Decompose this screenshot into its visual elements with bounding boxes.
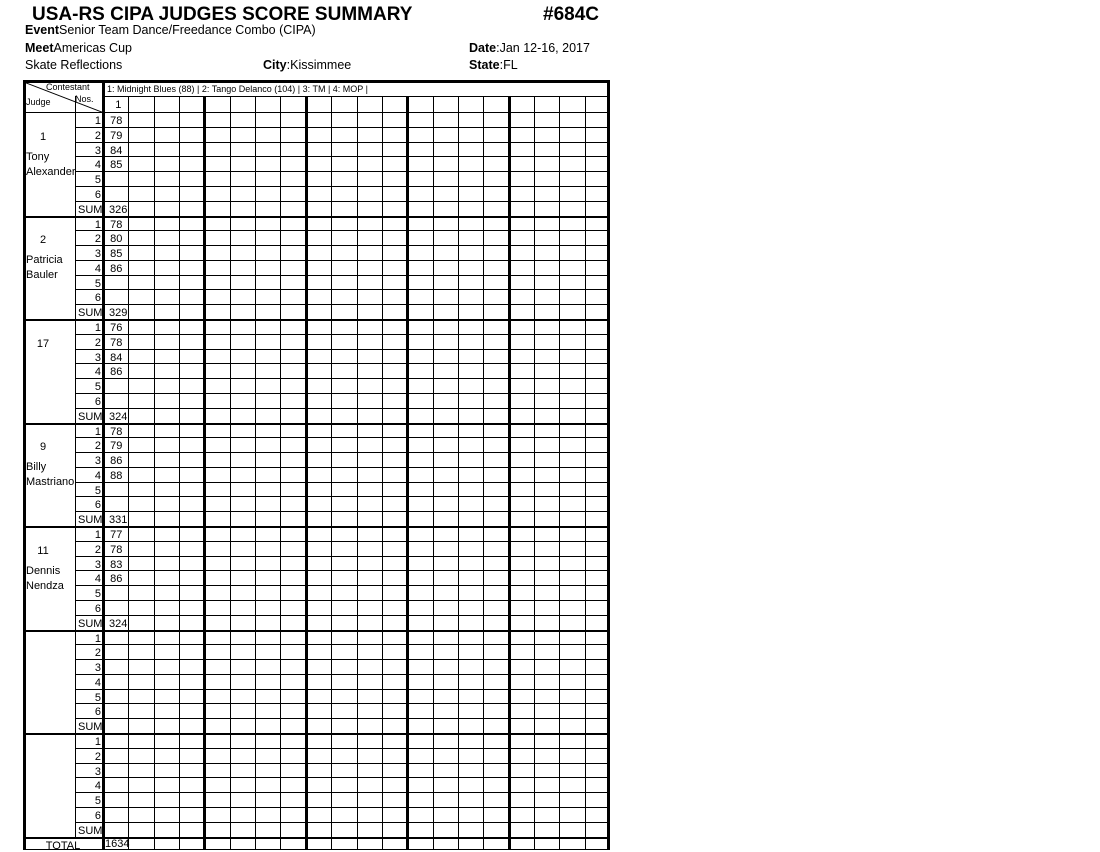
judge-name: Alexander [26,165,76,178]
judge-name: Dennis [26,564,61,577]
row-number-label: 2 [94,336,101,349]
grid-line [75,393,610,394]
column-line [483,96,484,850]
row-number-label: 1 [94,115,101,127]
grid-line [75,127,610,128]
sum-label: SUM [78,824,103,837]
city-value: Kissimmee [290,58,352,72]
score-cell: 77 [110,529,123,541]
grid-line [75,378,610,379]
column-line [179,96,180,850]
judge-sum: 324 [108,617,128,630]
grid-line [75,260,610,261]
row-number-label: 3 [94,558,101,571]
grid-line [75,496,610,497]
grid-line [75,171,610,172]
grid-line [75,763,610,764]
judge-block-divider [23,526,610,528]
grid-line [75,452,610,453]
grid-line [75,275,610,276]
score-cell: 78 [110,115,123,127]
judge-name: Billy [26,461,47,474]
judge-number: 1 [39,130,47,143]
score-cell: 88 [110,469,123,482]
grid-line [75,289,610,290]
club-name: Skate Reflections [25,58,123,72]
judge-block-divider [23,112,610,113]
grid-line [75,570,610,571]
document-number: #684C [543,4,599,25]
grid-line [75,703,610,704]
judge-sum: 329 [108,307,128,320]
score-cell: 79 [110,440,123,453]
row-number-label: 2 [94,750,101,763]
row-number-label: 3 [94,248,101,261]
row-number-label: 4 [94,469,101,482]
date-value: Jan 12-16, 2017 [499,41,590,55]
contestant-number: 1 [115,99,122,111]
score-cell: 79 [110,129,123,142]
column-line [406,96,409,850]
grid-line [75,186,610,187]
row-number-label: 1 [94,632,101,645]
grid-line [75,600,610,601]
grid-line [75,615,610,616]
judge-block-divider [23,423,610,425]
event-value: Senior Team Dance/Freedance Combo (CIPA) [59,23,316,37]
score-cell: 85 [110,248,123,261]
row-number-label: 2 [94,647,101,660]
grid-line [75,482,610,483]
date-label: Date [469,41,497,55]
corner-contestant-label: Contestant [46,82,90,92]
row-number-label: 4 [94,262,101,275]
score-cell: 83 [110,558,123,571]
judge-sum: 331 [108,514,128,527]
score-cell: 85 [110,159,123,172]
meet-label: Meet [25,41,54,55]
grid-line [75,363,610,364]
grid-line [75,201,610,202]
score-cell: 78 [110,543,123,556]
row-number-label: 4 [94,780,101,793]
score-cell: 76 [110,322,123,334]
judge-name: Bauler [26,269,58,282]
grid-line [75,156,610,157]
judge-sum: 324 [108,410,128,423]
row-number-label: 2 [94,129,101,142]
judge-number: 11 [37,544,49,557]
column-line [534,96,535,850]
sum-label: SUM [78,410,103,423]
grid-line [75,792,610,793]
row-number-label: 3 [94,455,101,468]
grid-line [75,437,610,438]
grid-line [75,349,610,350]
grid-line [75,541,610,542]
judge-block-divider [23,630,610,632]
state-label: State [469,58,500,72]
row-number-label: 5 [94,795,101,808]
sum-label: SUM [78,514,103,527]
score-cell: 84 [110,144,123,157]
corner-nos-label: Nos. [75,94,94,104]
row-number-label: 5 [94,588,101,601]
row-number-label: 2 [94,440,101,453]
score-cell: 78 [110,336,123,349]
judge-number: 17 [36,337,50,350]
grid-line [75,807,610,808]
grid-line [75,408,610,409]
grid-line [75,718,610,719]
row-number-label: 4 [94,573,101,586]
column-line [508,96,511,850]
grid-line [75,230,610,231]
sum-label: SUM [78,721,103,734]
report-title: USA-RS CIPA JUDGES SCORE SUMMARY [32,4,413,25]
column-line [382,96,383,850]
judge-name: Mastriano [26,476,75,489]
row-number-label: 2 [94,233,101,246]
judge-block-divider [23,733,610,735]
row-number-label: 2 [94,543,101,556]
score-cell: 86 [110,573,123,586]
row-number-label: 5 [94,484,101,497]
city-field: City:Kissimmee [263,58,352,72]
row-number-label: 6 [94,809,101,822]
judge-block-divider [23,216,610,218]
grand-total: 1634 [105,837,130,850]
column-line [280,96,281,850]
row-number-label: 4 [94,159,101,172]
row-number-label: 1 [94,736,101,748]
grid-line [75,822,610,823]
column-line [331,96,332,850]
row-number-label: 1 [94,218,101,231]
row-number-label: 6 [94,706,101,719]
grid-line [75,334,610,335]
column-line [203,96,206,850]
event-label: Event [25,23,60,37]
row-number-label: 1 [94,425,101,438]
row-number-label: 6 [94,395,101,408]
grid-line [75,304,610,305]
event-field [25,23,316,37]
grid-line [75,467,610,468]
row-number-label: 4 [94,366,101,379]
score-cell: 84 [110,351,123,364]
state-field: State:FL [469,58,518,72]
row-number-label: 6 [94,188,101,201]
grid-line [75,142,610,143]
column-line [154,96,155,850]
judge-block-divider [23,319,610,321]
row-number-label: 5 [94,174,101,187]
column-line [585,96,586,850]
judge-number: 9 [39,441,47,454]
column-line [559,96,560,850]
state-value: FL [503,58,518,72]
sum-label: SUM [78,617,103,630]
sum-label: SUM [78,203,103,216]
row-number-label: 1 [94,529,101,541]
grid-line [75,556,610,557]
score-cell: 86 [110,455,123,468]
row-number-label: 6 [94,292,101,305]
judge-sum: 326 [108,203,128,216]
grid-line [75,245,610,246]
contestant-legend: 1: Midnight Blues (88) | 2: Tango Delanco (104) | 3: TM | 4: MOP | [107,84,368,94]
column-line [128,96,129,850]
grid-line [75,511,610,512]
row-number-label: 5 [94,277,101,290]
column-line [255,96,256,850]
grid-line [75,644,610,645]
meet-value: Americas Cup [53,41,132,55]
sum-label: SUM [78,307,103,320]
corner-judge-label: Judge [26,97,51,107]
column-line [230,96,231,850]
row-number-label: 1 [94,322,101,334]
judge-name: Nendza [26,579,64,592]
row-number-label: 5 [94,691,101,704]
row-number-label: 3 [94,351,101,364]
row-number-label: 6 [94,602,101,615]
grid-line [75,689,610,690]
score-cell: 78 [110,218,123,231]
row-number-label: 4 [94,676,101,689]
row-number-label: 3 [94,765,101,778]
column-line [458,96,459,850]
judge-number: 2 [39,234,47,247]
score-grid [23,80,610,850]
score-cell: 86 [110,262,123,275]
grid-line [75,659,610,660]
judge-name: Patricia [26,254,63,267]
meet-field [25,41,132,55]
grid-line [75,585,610,586]
column-line [357,96,358,850]
column-line [305,96,308,850]
row-number-label: 5 [94,381,101,394]
column-line [433,96,434,850]
row-number-label: 6 [94,499,101,512]
date-field: Date:Jan 12-16, 2017 [469,41,590,55]
score-cell: 86 [110,366,123,379]
grid-line [75,748,610,749]
grid-line [103,96,610,97]
grid-line [75,674,610,675]
row-number-label: 3 [94,662,101,675]
score-cell: 80 [110,233,123,246]
total-label: TOTAL [45,839,81,852]
city-label: City [263,58,287,72]
judge-name: Tony [26,150,50,163]
grid-line [75,777,610,778]
score-cell: 78 [110,425,123,438]
row-number-label: 3 [94,144,101,157]
